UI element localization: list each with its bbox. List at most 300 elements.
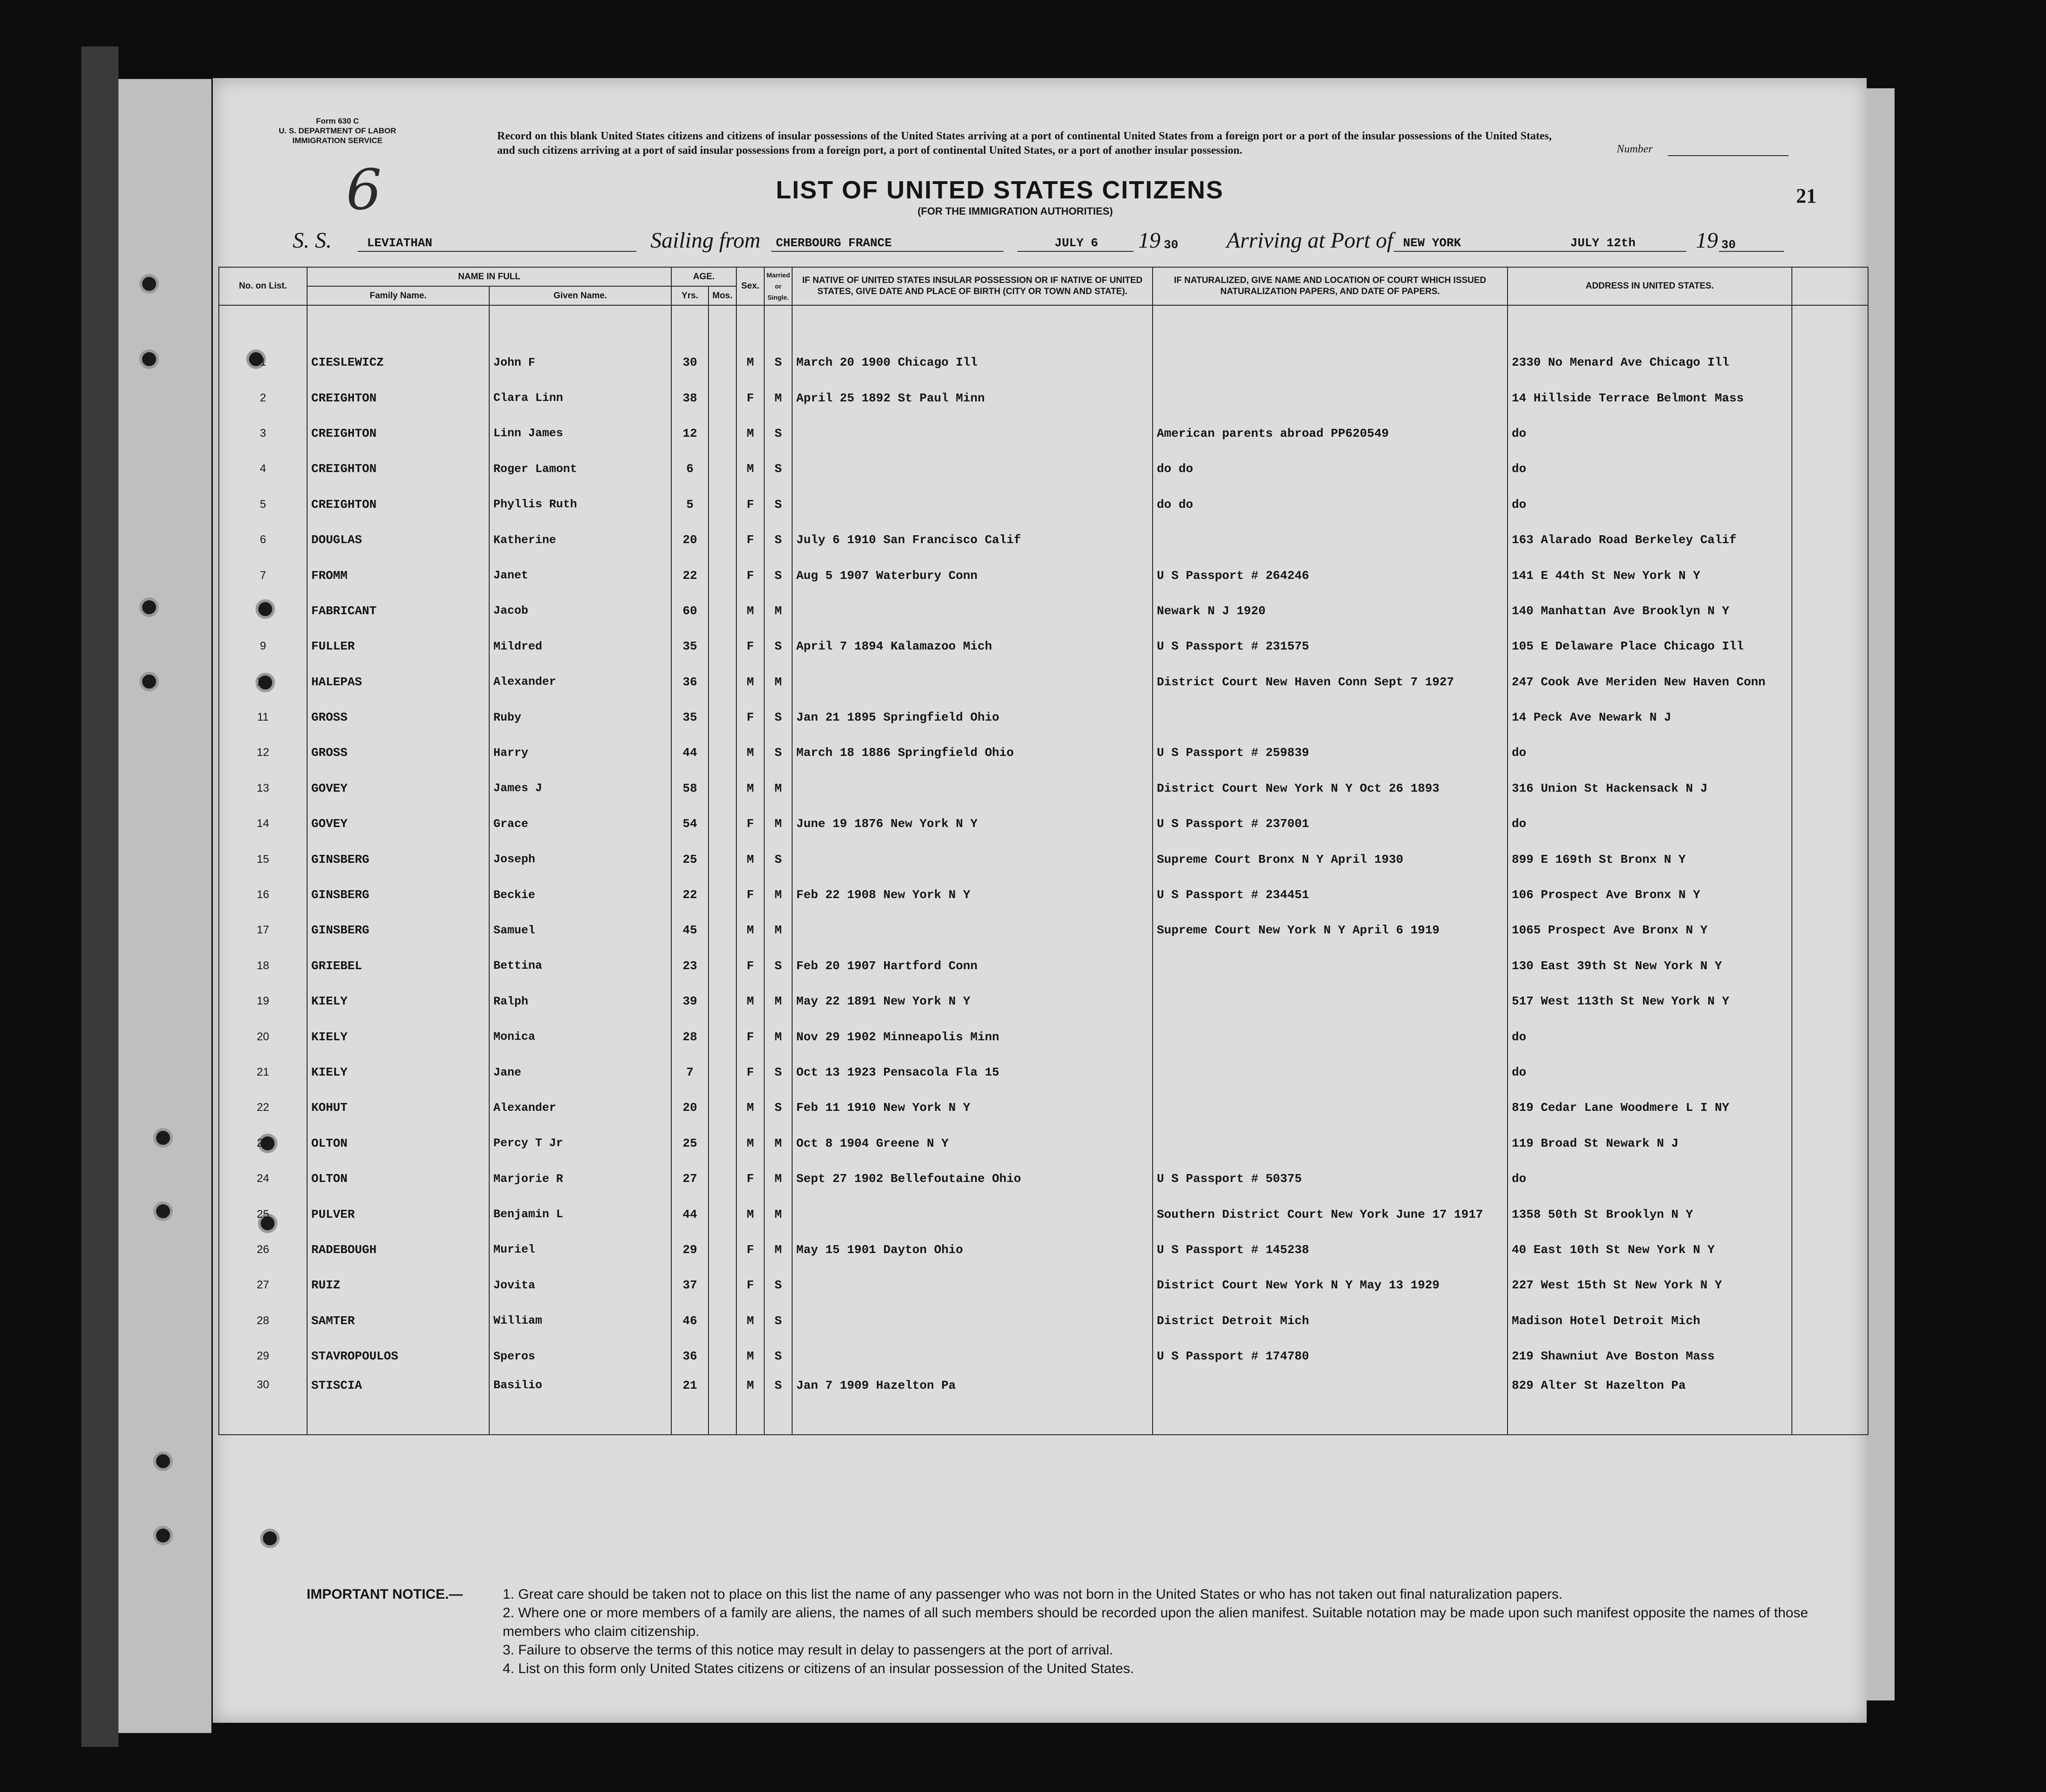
blank-cell (1792, 345, 1868, 380)
given-name: Muriel (489, 1232, 671, 1267)
age-months (708, 1374, 736, 1435)
row-number: 12 (219, 735, 307, 770)
age-months (708, 629, 736, 664)
age-months (708, 558, 736, 593)
notice-item: 4. List on this form only United States citizens or citizens of an insular possession of the United States. (503, 1661, 1134, 1676)
col-header-naturalized: IF NATURALIZED, GIVE NAME AND LOCATION OF COURT WHICH ISSUED NATURALIZATION PAPERS, AND DATE OF PAPERS. (1153, 267, 1508, 305)
us-address: do (1508, 735, 1792, 770)
family-name: CREIGHTON (307, 451, 489, 486)
department-name: U. S. DEPARTMENT OF LABOR (279, 126, 396, 135)
sex: M (736, 1196, 764, 1232)
birth-info (792, 416, 1153, 451)
row-number: 5 (219, 487, 307, 522)
arriving-label: Arriving at Port of (1226, 228, 1393, 253)
age-years: 37 (671, 1267, 708, 1303)
birth-info: July 6 1910 San Francisco Calif (792, 522, 1153, 558)
form-identifier (279, 116, 396, 145)
age-months (708, 487, 736, 522)
ship-name: LEVIATHAN (367, 236, 433, 250)
given-name: Basilio (489, 1374, 671, 1435)
marital-status: S (764, 1267, 792, 1303)
sex: F (736, 487, 764, 522)
blank-cell (1792, 380, 1868, 415)
row-number: 23 (219, 1126, 307, 1161)
family-name: DOUGLAS (307, 522, 489, 558)
naturalization-info: Supreme Court Bronx N Y April 1930 (1153, 841, 1508, 877)
age-months (708, 522, 736, 558)
form-number: Form 630 C (316, 117, 359, 125)
marital-status: M (764, 771, 792, 806)
notice-lead: IMPORTANT NOTICE.— (307, 1587, 463, 1602)
marital-status: M (764, 912, 792, 948)
family-name: KIELY (307, 984, 489, 1019)
blank-cell (1792, 593, 1868, 629)
page-title: LIST OF UNITED STATES CITIZENS (776, 176, 1224, 204)
marital-status: M (764, 984, 792, 1019)
us-address: 819 Cedar Lane Woodmere L I NY (1508, 1090, 1792, 1125)
table-row (219, 558, 1868, 593)
blank-cell (736, 305, 764, 345)
naturalization-info (1153, 1126, 1508, 1161)
given-name: Benjamin L (489, 1196, 671, 1232)
given-name: Speros (489, 1339, 671, 1374)
naturalization-info (1153, 345, 1508, 380)
age-years: 60 (671, 593, 708, 629)
sex: M (736, 841, 764, 877)
birth-info: May 22 1891 New York N Y (792, 984, 1153, 1019)
table-row (219, 1267, 1868, 1303)
binder-hole (260, 1529, 280, 1548)
col-header-mos: Mos. (708, 286, 736, 305)
marital-status: S (764, 522, 792, 558)
blank-cell (1792, 451, 1868, 486)
table-row (219, 593, 1868, 629)
birth-info (792, 664, 1153, 700)
family-name: CIESLEWICZ (307, 345, 489, 380)
sex: M (736, 345, 764, 380)
notice-item: 1. Great care should be taken not to place on this list the name of any passenger who was not born in the United States or who has not taken out final naturalization papers. (503, 1587, 1563, 1602)
age-months (708, 1090, 736, 1125)
row-number: 27 (219, 1267, 307, 1303)
naturalization-info: U S Passport # 50375 (1153, 1161, 1508, 1196)
table-row (219, 664, 1868, 700)
sex: M (736, 416, 764, 451)
age-years: 27 (671, 1161, 708, 1196)
blank-cell (1792, 1303, 1868, 1339)
given-name: Jane (489, 1055, 671, 1090)
binder-hole (139, 672, 159, 691)
naturalization-info (1153, 1055, 1508, 1090)
blank-cell (792, 305, 1153, 345)
age-years: 35 (671, 700, 708, 735)
family-name: HALEPAS (307, 664, 489, 700)
age-months (708, 664, 736, 700)
age-months (708, 1267, 736, 1303)
sex: F (736, 558, 764, 593)
given-name: Percy T Jr (489, 1126, 671, 1161)
sex: F (736, 1267, 764, 1303)
age-months (708, 1126, 736, 1161)
row-number: 15 (219, 841, 307, 877)
birth-info (792, 487, 1153, 522)
birth-info: Feb 11 1910 New York N Y (792, 1090, 1153, 1125)
us-address: do (1508, 806, 1792, 841)
marital-status: M (764, 1196, 792, 1232)
family-name: GINSBERG (307, 912, 489, 948)
sex: M (736, 593, 764, 629)
sex: F (736, 1055, 764, 1090)
family-name: KIELY (307, 1019, 489, 1054)
row-number: 26 (219, 1232, 307, 1267)
marital-status: S (764, 1055, 792, 1090)
col-header-address: ADDRESS IN UNITED STATES. (1508, 267, 1792, 305)
age-years: 7 (671, 1055, 708, 1090)
blank-cell (1792, 1232, 1868, 1267)
birth-info: March 18 1886 Springfield Ohio (792, 735, 1153, 770)
row-number: 14 (219, 806, 307, 841)
age-months (708, 1055, 736, 1090)
sex: M (736, 664, 764, 700)
given-name: Harry (489, 735, 671, 770)
arrival-date: JULY 12th (1570, 236, 1636, 250)
age-years: 35 (671, 629, 708, 664)
age-years: 38 (671, 380, 708, 415)
age-years: 5 (671, 487, 708, 522)
arrival-year-prefix: 19 (1696, 228, 1718, 253)
marital-status: S (764, 948, 792, 984)
age-years: 22 (671, 877, 708, 912)
birth-info: Sept 27 1902 Bellefoutaine Ohio (792, 1161, 1153, 1196)
us-address: Madison Hotel Detroit Mich (1508, 1303, 1792, 1339)
table-row (219, 984, 1868, 1019)
naturalization-info (1153, 380, 1508, 415)
sex: M (736, 451, 764, 486)
birth-info: April 25 1892 St Paul Minn (792, 380, 1153, 415)
us-address: 140 Manhattan Ave Brooklyn N Y (1508, 593, 1792, 629)
col-header-age: AGE. (671, 267, 736, 286)
us-address: 227 West 15th St New York N Y (1508, 1267, 1792, 1303)
table-row (219, 1161, 1868, 1196)
sex: M (736, 1374, 764, 1435)
age-years: 22 (671, 558, 708, 593)
table-row (219, 806, 1868, 841)
marital-status: S (764, 735, 792, 770)
blank-cell (1792, 877, 1868, 912)
blank-cell (1792, 629, 1868, 664)
age-years: 20 (671, 522, 708, 558)
row-number: 16 (219, 877, 307, 912)
marital-status: S (764, 558, 792, 593)
sailing-from-label: Sailing from (650, 228, 761, 253)
age-months (708, 877, 736, 912)
us-address: 14 Peck Ave Newark N J (1508, 700, 1792, 735)
sail-date-line (1017, 251, 1134, 252)
table-row (219, 451, 1868, 486)
age-months (708, 771, 736, 806)
naturalization-info: U S Passport # 174780 (1153, 1339, 1508, 1374)
marital-status: S (764, 1339, 792, 1374)
table-row (219, 1196, 1868, 1232)
blank-cell (671, 305, 708, 345)
given-name: John F (489, 345, 671, 380)
naturalization-info: U S Passport # 237001 (1153, 806, 1508, 841)
us-address: do (1508, 1019, 1792, 1054)
table-row (219, 416, 1868, 451)
naturalization-info: District Court New York N Y Oct 26 1893 (1153, 771, 1508, 806)
marital-status: M (764, 380, 792, 415)
us-address: 829 Alter St Hazelton Pa (1508, 1374, 1792, 1435)
age-years: 39 (671, 984, 708, 1019)
naturalization-info: District Court New York N Y May 13 1929 (1153, 1267, 1508, 1303)
naturalization-info (1153, 522, 1508, 558)
binder-hole (153, 1451, 173, 1471)
birth-info: Feb 22 1908 New York N Y (792, 877, 1153, 912)
age-months (708, 735, 736, 770)
blank-cell (1792, 841, 1868, 877)
us-address: do (1508, 416, 1792, 451)
row-number: 24 (219, 1161, 307, 1196)
given-name: Samuel (489, 912, 671, 948)
col-header-no: No. on List. (219, 267, 307, 305)
given-name: Janet (489, 558, 671, 593)
birth-info (792, 1267, 1153, 1303)
table-row (219, 1303, 1868, 1339)
table-row (219, 1339, 1868, 1374)
binder-hole (139, 349, 159, 369)
us-address: 40 East 10th St New York N Y (1508, 1232, 1792, 1267)
number-label: Number (1617, 143, 1653, 155)
age-years: 44 (671, 1196, 708, 1232)
family-name: PULVER (307, 1196, 489, 1232)
family-name: OLTON (307, 1161, 489, 1196)
sex: M (736, 912, 764, 948)
row-number: 7 (219, 558, 307, 593)
sex: M (736, 984, 764, 1019)
col-header-married: Married or Single. (764, 267, 792, 305)
blank-cell (1508, 305, 1792, 345)
table-row (219, 345, 1868, 380)
age-months (708, 451, 736, 486)
age-years: 6 (671, 451, 708, 486)
marital-status: S (764, 416, 792, 451)
age-years: 30 (671, 345, 708, 380)
birth-info (792, 912, 1153, 948)
age-months (708, 1339, 736, 1374)
naturalization-info: Newark N J 1920 (1153, 593, 1508, 629)
age-months (708, 380, 736, 415)
blank-cell (489, 305, 671, 345)
marital-status: M (764, 1126, 792, 1161)
age-months (708, 1232, 736, 1267)
table-row (219, 771, 1868, 806)
sex: M (736, 1126, 764, 1161)
family-name: STISCIA (307, 1374, 489, 1435)
binder-hole (153, 1128, 173, 1148)
naturalization-info: U S Passport # 264246 (1153, 558, 1508, 593)
family-name: GOVEY (307, 806, 489, 841)
birth-info: May 15 1901 Dayton Ohio (792, 1232, 1153, 1267)
birth-info (792, 451, 1153, 486)
family-name: RADEBOUGH (307, 1232, 489, 1267)
birth-info: Oct 13 1923 Pensacola Fla 15 (792, 1055, 1153, 1090)
sex: F (736, 948, 764, 984)
age-months (708, 1303, 736, 1339)
naturalization-info: American parents abroad PP620549 (1153, 416, 1508, 451)
table-row (219, 1126, 1868, 1161)
sex: M (736, 1303, 764, 1339)
table-row (219, 700, 1868, 735)
blank-cell (708, 305, 736, 345)
col-header-yrs: Yrs. (671, 286, 708, 305)
sail-date: JULY 6 (1055, 236, 1098, 250)
given-name: Marjorie R (489, 1161, 671, 1196)
blank-cell (1153, 305, 1508, 345)
blank-cell (307, 305, 489, 345)
col-header-given: Given Name. (489, 286, 671, 305)
age-years: 45 (671, 912, 708, 948)
us-address: 14 Hillside Terrace Belmont Mass (1508, 380, 1792, 415)
family-name: GROSS (307, 735, 489, 770)
us-address: 105 E Delaware Place Chicago Ill (1508, 629, 1792, 664)
age-months (708, 416, 736, 451)
page-number: 21 (1796, 184, 1816, 207)
blank-cell (1792, 664, 1868, 700)
family-name: FABRICANT (307, 593, 489, 629)
table-row (219, 1055, 1868, 1090)
table-row (219, 487, 1868, 522)
age-years: 29 (671, 1232, 708, 1267)
row-number: 10 (219, 664, 307, 700)
given-name: Phyllis Ruth (489, 487, 671, 522)
row-number: 21 (219, 1055, 307, 1090)
marital-status: S (764, 487, 792, 522)
binding-edge (81, 46, 118, 1747)
sex: F (736, 629, 764, 664)
sex: F (736, 877, 764, 912)
given-name: Clara Linn (489, 380, 671, 415)
marital-status: S (764, 451, 792, 486)
given-name: James J (489, 771, 671, 806)
age-months (708, 593, 736, 629)
marital-status: S (764, 841, 792, 877)
birth-info: Jan 21 1895 Springfield Ohio (792, 700, 1153, 735)
naturalization-info: U S Passport # 259839 (1153, 735, 1508, 770)
ship-line (358, 251, 636, 252)
age-years: 12 (671, 416, 708, 451)
family-name: STAVROPOULOS (307, 1339, 489, 1374)
us-address: do (1508, 1055, 1792, 1090)
family-name: KIELY (307, 1055, 489, 1090)
marital-status: M (764, 593, 792, 629)
birth-info: April 7 1894 Kalamazoo Mich (792, 629, 1153, 664)
sex: F (736, 806, 764, 841)
blank-cell (1792, 305, 1868, 345)
age-years: 44 (671, 735, 708, 770)
us-address: 106 Prospect Ave Bronx N Y (1508, 877, 1792, 912)
arrival-year: 30 (1721, 238, 1736, 252)
birth-info (792, 1303, 1153, 1339)
notice-list (503, 1585, 1822, 1678)
us-address: 130 East 39th St New York N Y (1508, 948, 1792, 984)
given-name: Monica (489, 1019, 671, 1054)
col-header-name: NAME IN FULL (307, 267, 671, 286)
naturalization-info: District Detroit Mich (1153, 1303, 1508, 1339)
row-number: 3 (219, 416, 307, 451)
blank-cell (1792, 1019, 1868, 1054)
naturalization-info (1153, 700, 1508, 735)
record-instructions: Record on this blank United States citizens and citizens of insular possessions of the United States arriving at a port of continental United States from a foreign port or a port of the insular possessions of the United States, and such citizens arriving at a port of said insular possessions from a foreign port, a port of continental United States, or a port of another insular possession. (497, 130, 1552, 157)
us-address: 316 Union St Hackensack N J (1508, 771, 1792, 806)
sex: M (736, 1090, 764, 1125)
blank-cell (1792, 1374, 1868, 1435)
blank-cell (1792, 912, 1868, 948)
naturalization-info: District Court New Haven Conn Sept 7 1927 (1153, 664, 1508, 700)
blank-cell (1792, 806, 1868, 841)
naturalization-info: U S Passport # 145238 (1153, 1232, 1508, 1267)
age-years: 46 (671, 1303, 708, 1339)
col-header-sex: Sex. (736, 267, 764, 305)
given-name: Alexander (489, 664, 671, 700)
us-address: do (1508, 451, 1792, 486)
blank-cell (1792, 984, 1868, 1019)
table-row (219, 1090, 1868, 1125)
from-port: CHERBOURG FRANCE (776, 236, 892, 250)
margin-strip (118, 79, 211, 1733)
ss-label: S. S. (293, 228, 332, 253)
blank-cell (1792, 1090, 1868, 1125)
row-number: 25 (219, 1196, 307, 1232)
age-months (708, 1161, 736, 1196)
birth-info: June 19 1876 New York N Y (792, 806, 1153, 841)
age-years: 58 (671, 771, 708, 806)
blank-cell (1792, 1161, 1868, 1196)
blank-cell (1792, 1339, 1868, 1374)
binder-hole (139, 274, 159, 294)
given-name: Joseph (489, 841, 671, 877)
given-name: Bettina (489, 948, 671, 984)
age-months (708, 806, 736, 841)
birth-info: Aug 5 1907 Waterbury Conn (792, 558, 1153, 593)
birth-info: Jan 7 1909 Hazelton Pa (792, 1374, 1153, 1435)
birth-info: Feb 20 1907 Hartford Conn (792, 948, 1153, 984)
marital-status: M (764, 877, 792, 912)
us-address: 1065 Prospect Ave Bronx N Y (1508, 912, 1792, 948)
row-number: 18 (219, 948, 307, 984)
binder-hole (153, 1526, 173, 1545)
given-name: Mildred (489, 629, 671, 664)
sail-year-prefix: 19 (1138, 228, 1161, 253)
table-row (219, 380, 1868, 415)
marital-status: S (764, 700, 792, 735)
naturalization-info: do do (1153, 451, 1508, 486)
family-name: GINSBERG (307, 877, 489, 912)
given-name: Beckie (489, 877, 671, 912)
blank-cell (1792, 700, 1868, 735)
notice-item: 3. Failure to observe the terms of this notice may result in delay to passengers at the port of arrival. (503, 1642, 1113, 1658)
age-years: 23 (671, 948, 708, 984)
given-name: Linn James (489, 416, 671, 451)
blank-cell (1792, 416, 1868, 451)
us-address: 899 E 169th St Bronx N Y (1508, 841, 1792, 877)
table-row (219, 629, 1868, 664)
table-row (219, 841, 1868, 877)
sex: F (736, 380, 764, 415)
us-address: 163 Alarado Road Berkeley Calif (1508, 522, 1792, 558)
sex: F (736, 1161, 764, 1196)
birth-info: Nov 29 1902 Minneapolis Minn (792, 1019, 1153, 1054)
marital-status: S (764, 1374, 792, 1435)
row-number: 17 (219, 912, 307, 948)
